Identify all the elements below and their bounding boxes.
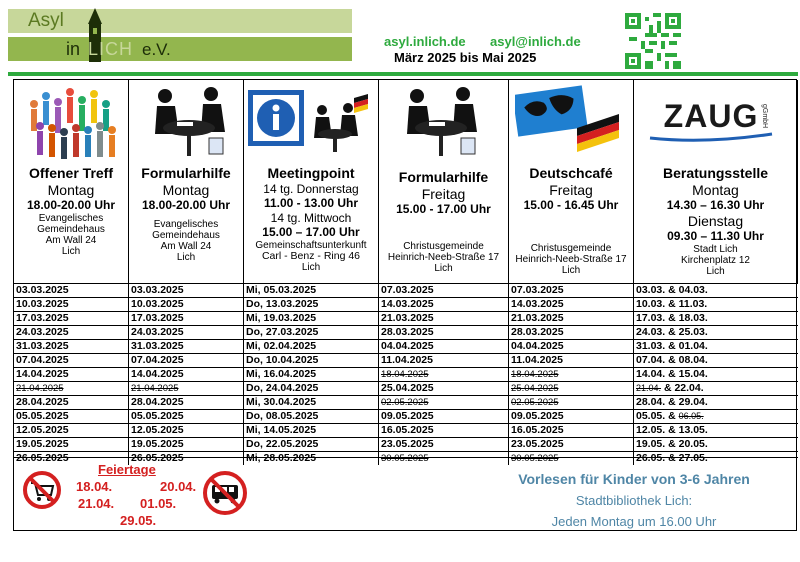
reading-info: [484, 468, 784, 532]
table-cell: 19.05.2025: [14, 438, 129, 451]
location-line: Am Wall 24: [45, 235, 97, 246]
table-cell: Do, 13.03.2025: [244, 298, 379, 311]
reading-time: Jeden Montag um 16.00 Uhr: [551, 514, 717, 529]
zaug-swoosh-icon: [646, 132, 776, 144]
holiday-date: 21.04.: [78, 496, 115, 511]
table-cell: 12.05.2025: [129, 424, 244, 437]
zaug-logo: [646, 98, 776, 142]
table-cell: 07.03.2025: [509, 284, 634, 297]
table-cell: 11.04.2025: [509, 354, 634, 367]
world-map-icon: [515, 84, 625, 154]
table-cell: 21.04.2025: [129, 382, 244, 395]
table-row: [14, 283, 798, 297]
date-part: 05.05. &: [636, 410, 679, 422]
table-cell: 09.05.2025: [509, 410, 634, 423]
location-line: Gemeindehaus: [37, 224, 105, 235]
column-title: Meetingpoint: [267, 165, 355, 181]
table-cell: 07.04. & 08.04.: [636, 354, 708, 366]
table-cell: 14.04.2025: [14, 368, 129, 381]
people-group-icon: [22, 82, 122, 162]
logo-in: in: [66, 39, 81, 59]
table-cell: 24.03.2025: [14, 326, 129, 339]
holiday-date: 01.05.: [140, 496, 177, 511]
column-time: 15.00 – 17.00 Uhr: [262, 225, 360, 239]
email-link[interactable]: asyl@inlich.de: [490, 34, 581, 49]
reading-title: Vorlesen für Kinder von 3-6 Jahren: [518, 471, 750, 487]
period-title: März 2025 bis Mai 2025: [394, 50, 537, 65]
table-cell: 14.03.2025: [379, 298, 509, 311]
logo-band-bottom: [8, 37, 352, 61]
location-line: Heinrich-Neeb-Straße 17: [387, 252, 500, 263]
zaug-logo-sub: gGmbH: [761, 104, 768, 129]
table-row: [14, 297, 798, 311]
website-link[interactable]: asyl.inlich.de: [384, 34, 466, 49]
column-day: 14 tg. Donnerstag: [263, 182, 359, 196]
column-title: Formularhilfe: [141, 165, 231, 181]
location-line: Kirchenplatz 12: [681, 255, 750, 266]
table-cell: 17.03.2025: [14, 312, 129, 325]
column-time: 18.00-20.00 Uhr: [141, 198, 231, 212]
column-meetingpoint: [244, 80, 379, 283]
column-day: 14 tg. Mittwoch: [270, 211, 352, 225]
table-cell: 12.05.2025: [14, 424, 129, 437]
table-cell: 21.04.2025: [14, 382, 129, 395]
logo-asyl: Asyl: [28, 10, 64, 31]
location-line: Lich: [61, 246, 81, 257]
table-cell: 18.04.2025: [379, 368, 509, 381]
column-time: 09.30 – 11.30 Uhr: [667, 229, 764, 243]
table-cell: 07.04.2025: [14, 354, 129, 367]
holidays-title: Feiertage: [98, 462, 156, 477]
table-cell: 26.05.2025: [14, 452, 129, 465]
table-cell: Do, 08.05.2025: [244, 410, 379, 423]
column-title: Beratungsstelle: [662, 165, 769, 181]
table-cell: 14.04. & 15.04.: [636, 368, 708, 380]
table-cell: 28.03.2025: [509, 326, 634, 339]
consultation-icon: [399, 84, 483, 160]
column-time: 11.00 - 13.00 Uhr: [263, 196, 359, 210]
table-cell: 09.05.2025: [379, 410, 509, 423]
table-row: [14, 311, 798, 325]
table-cell: 14.04.2025: [129, 368, 244, 381]
location-line: Heinrich-Neeb-Straße 17: [515, 254, 627, 265]
column-formularhilfe-montag: [129, 80, 244, 283]
table-cell: 21.03.2025: [509, 312, 634, 325]
column-formularhilfe-freitag: [379, 80, 509, 283]
date-part: 06.05.: [678, 411, 704, 421]
table-row: [14, 339, 798, 353]
table-cell: 12.05. & 13.05.: [636, 424, 708, 436]
column-day: Freitag: [549, 182, 593, 198]
table-cell: 10.03.2025: [129, 298, 244, 311]
table-cell: 25.04.2025: [379, 382, 509, 395]
table-cell: 26.05. & 27.05.: [636, 452, 708, 464]
table-cell: 04.04.2025: [509, 340, 634, 353]
column-beratungsstelle: [634, 80, 798, 283]
table-cell: Mi, 16.04.2025: [244, 368, 379, 381]
column-offener-treff: [14, 80, 129, 283]
column-day: Dienstag: [687, 213, 744, 229]
location-line: Stadt Lich: [693, 244, 738, 255]
info-icon: [248, 90, 304, 146]
column-time: 14.30 – 16.30 Uhr: [666, 198, 765, 212]
table-cell: 04.04.2025: [379, 340, 509, 353]
table-cell: 03.03.2025: [129, 284, 244, 297]
column-deutschcafe: [509, 80, 634, 283]
holiday-date: 18.04.: [76, 479, 113, 494]
location-line: Gemeinschaftsunterkunft: [255, 240, 367, 251]
table-cell: 28.04. & 29.04.: [636, 396, 708, 408]
table-cell: 10.03. & 11.03.: [636, 298, 708, 310]
location-line: Lich: [176, 252, 196, 263]
location-line: Lich: [706, 266, 725, 277]
qr-code-icon: [625, 13, 681, 69]
table-cell: 03.03.2025: [14, 284, 129, 297]
holiday-date: 29.05.: [120, 513, 157, 528]
table-row: [14, 409, 798, 423]
reading-place: Stadtbibliothek Lich:: [575, 493, 693, 508]
table-cell: 02.05.2025: [379, 396, 509, 409]
location-line: Carl - Benz - Ring 46: [261, 250, 361, 262]
location-line: Christusgemeinde: [403, 241, 484, 252]
table-cell: 28.04.2025: [14, 396, 129, 409]
table-cell: Mi, 14.05.2025: [244, 424, 379, 437]
location-line: Lich: [301, 262, 321, 273]
table-cell: 31.03. & 01.04.: [636, 340, 708, 352]
column-title: Deutschcafé: [529, 165, 613, 181]
location-line: Lich: [434, 263, 453, 274]
table-cell: Mi, 28.05.2025: [244, 452, 379, 465]
schedule-table: [13, 79, 797, 531]
table-cell: 24.03. & 25.03.: [636, 326, 708, 338]
table-cell: 18.04.2025: [509, 368, 634, 381]
table-cell: [634, 410, 798, 423]
logo-lich: LICH: [88, 39, 134, 59]
holiday-date: 20.04.: [160, 479, 197, 494]
consultation-icon: [147, 84, 231, 160]
table-cell: 05.05.2025: [129, 410, 244, 423]
table-cell: Mi, 05.03.2025: [244, 284, 379, 297]
table-cell: 11.04.2025: [379, 354, 509, 367]
column-time: 18.00-20.00 Uhr: [26, 198, 116, 212]
table-cell: 10.03.2025: [14, 298, 129, 311]
table-cell: 07.03.2025: [379, 284, 509, 297]
table-cell: 19.05.2025: [129, 438, 244, 451]
table-cell: 19.05. & 20.05.: [636, 438, 708, 450]
column-day: Montag: [692, 182, 739, 198]
table-cell: 23.05.2025: [509, 438, 634, 451]
table-cell: Do, 22.05.2025: [244, 438, 379, 451]
location-line: Am Wall 24: [160, 241, 212, 252]
table-cell: 30.05.2025: [379, 452, 509, 465]
date-rows: [14, 283, 798, 465]
table-cell: 31.03.2025: [14, 340, 129, 353]
zaug-logo-text: ZAUG: [663, 98, 759, 134]
date-part: & 22.04.: [661, 382, 704, 394]
location-line: Evangelisches: [38, 213, 104, 224]
table-cell: Do, 10.04.2025: [244, 354, 379, 367]
table-cell: 28.03.2025: [379, 326, 509, 339]
location-line: Lich: [561, 265, 581, 276]
table-cell: Mi, 30.04.2025: [244, 396, 379, 409]
table-cell: 21.03.2025: [379, 312, 509, 325]
table-cell: [634, 382, 798, 395]
table-cell: 16.05.2025: [379, 424, 509, 437]
table-row: [14, 353, 798, 367]
meeting-icon: [310, 94, 370, 154]
table-cell: 05.05.2025: [14, 410, 129, 423]
table-cell: 16.05.2025: [509, 424, 634, 437]
footer: [14, 457, 798, 532]
location-line: Gemeindehaus: [152, 230, 220, 241]
table-row: [14, 367, 798, 381]
column-time: 15.00 - 16.45 Uhr: [523, 198, 619, 212]
location-line: Evangelisches: [153, 219, 219, 230]
table-row: [14, 381, 798, 395]
table-cell: 31.03.2025: [129, 340, 244, 353]
table-cell: Do, 24.04.2025: [244, 382, 379, 395]
column-day: Freitag: [421, 186, 466, 202]
table-cell: Do, 27.03.2025: [244, 326, 379, 339]
table-cell: 23.05.2025: [379, 438, 509, 451]
date-part: 21.04.: [636, 383, 662, 393]
table-cell: 26.05.2025: [129, 452, 244, 465]
header-divider: [8, 72, 798, 76]
table-cell: Mi, 02.04.2025: [244, 340, 379, 353]
table-cell: 07.04.2025: [129, 354, 244, 367]
column-day: Montag: [47, 182, 95, 198]
no-shopping-icon: [22, 470, 62, 510]
table-cell: 14.03.2025: [509, 298, 634, 311]
table-cell: 17.03.2025: [129, 312, 244, 325]
table-row: [14, 423, 798, 437]
table-cell: 24.03.2025: [129, 326, 244, 339]
column-day: Montag: [162, 182, 210, 198]
table-cell: Mi, 19.03.2025: [244, 312, 379, 325]
location-line: Christusgemeinde: [530, 243, 612, 254]
table-row: [14, 437, 798, 451]
table-cell: 25.04.2025: [509, 382, 634, 395]
table-cell: 17.03. & 18.03.: [636, 312, 708, 324]
table-cell: 28.04.2025: [129, 396, 244, 409]
table-cell: 02.05.2025: [509, 396, 634, 409]
table-row: [14, 325, 798, 339]
table-row: [14, 395, 798, 409]
column-time: 15.00 - 17.00 Uhr: [396, 202, 491, 216]
column-title: Formularhilfe: [398, 169, 489, 185]
column-title: Offener Treff: [28, 165, 113, 181]
logo-ev: e.V.: [142, 40, 171, 59]
no-bus-icon: [202, 470, 248, 516]
table-cell: 03.03. & 04.03.: [636, 284, 708, 296]
table-cell: 30.05.2025: [509, 452, 634, 465]
